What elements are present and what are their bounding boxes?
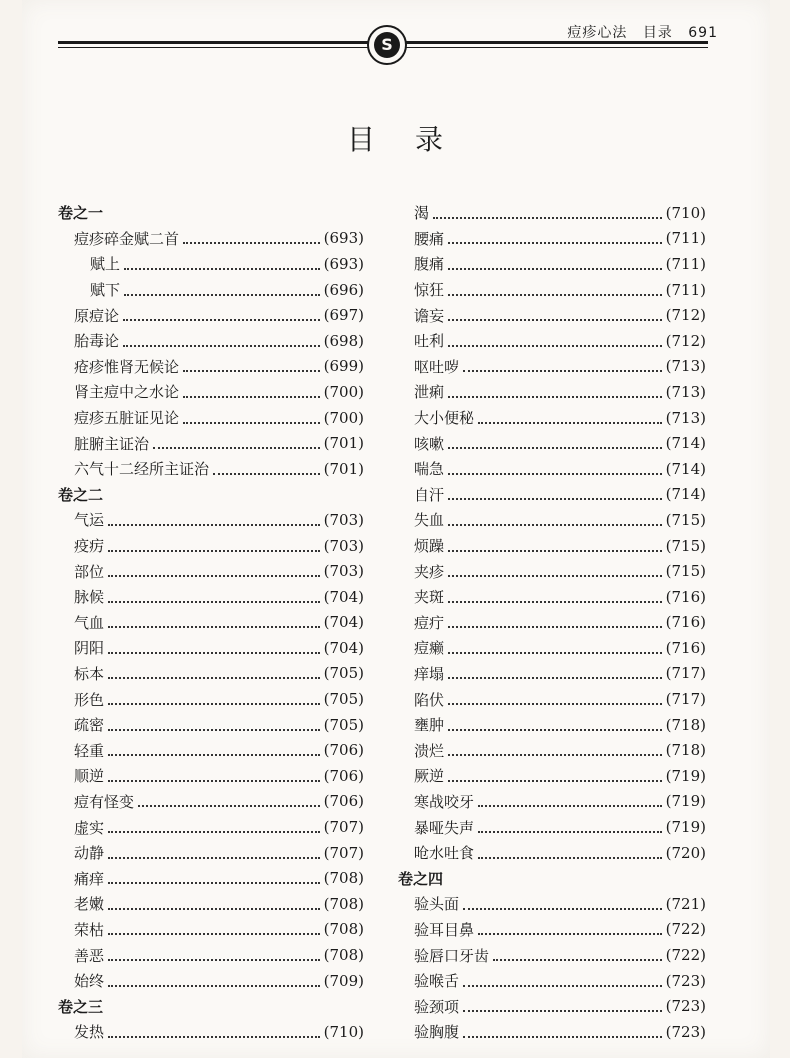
dot-leader <box>448 573 662 577</box>
dot-leader <box>108 931 320 935</box>
entry-page-number: (713) <box>665 382 706 401</box>
entry-page-number: (700) <box>323 408 364 427</box>
toc-entry <box>58 763 364 789</box>
entry-title: 烦躁 <box>414 537 445 556</box>
entry-page-number: (718) <box>665 741 706 760</box>
toc-entry <box>398 635 706 661</box>
dot-leader <box>108 1034 320 1038</box>
dot-leader <box>108 624 320 628</box>
entry-title: 善恶 <box>74 946 105 965</box>
toc-entry <box>58 712 364 738</box>
toc-entry <box>58 891 364 917</box>
dot-leader <box>448 599 662 603</box>
entry-page-number: (693) <box>323 229 364 248</box>
entry-title: 渴 <box>414 204 430 223</box>
toc-entry <box>398 610 706 636</box>
entry-page-number: (700) <box>323 382 364 401</box>
entry-title: 脉候 <box>74 588 105 607</box>
entry-title: 腰痛 <box>414 229 445 248</box>
toc-entry <box>398 507 706 533</box>
toc-entry <box>58 840 364 866</box>
entry-title: 呕吐哕 <box>414 357 460 376</box>
toc-entry <box>58 1019 364 1045</box>
entry-page-number: (708) <box>323 946 364 965</box>
entry-page-number: (705) <box>323 690 364 709</box>
toc-entry <box>398 584 706 610</box>
dot-leader <box>478 855 662 859</box>
entry-page-number: (717) <box>665 664 706 683</box>
entry-page-number: (708) <box>323 869 364 888</box>
emblem-letter: S <box>374 32 400 58</box>
entry-title: 痒塌 <box>414 664 445 683</box>
entry-page-number: (713) <box>665 357 706 376</box>
entry-title: 腹痛 <box>414 255 445 274</box>
toc-right-column <box>398 200 706 1045</box>
section-title: 卷之二 <box>58 485 104 504</box>
dot-leader <box>448 650 662 654</box>
dot-leader <box>448 266 662 270</box>
dot-leader <box>448 624 662 628</box>
book-title: 痘疹心法 <box>567 25 628 41</box>
entry-title: 验耳目鼻 <box>414 920 475 939</box>
toc-section-heading <box>58 200 364 226</box>
toc-entry <box>58 405 364 431</box>
entry-page-number: (712) <box>665 306 706 325</box>
toc-entry <box>398 993 706 1019</box>
entry-title: 肾主痘中之水论 <box>74 383 180 402</box>
dot-leader <box>108 983 320 987</box>
toc-entry <box>398 328 706 354</box>
toc-entry <box>58 430 364 456</box>
entry-page-number: (718) <box>665 715 706 734</box>
toc-entry <box>398 891 706 917</box>
entry-title: 虚实 <box>74 818 105 837</box>
entry-title: 寒战咬牙 <box>414 792 475 811</box>
entry-title: 夹疹 <box>414 562 445 581</box>
dot-leader <box>448 292 662 296</box>
toc-entry <box>58 635 364 661</box>
entry-page-number: (722) <box>665 920 706 939</box>
toc-entry <box>398 917 706 943</box>
toc-entry <box>398 840 706 866</box>
entry-page-number: (696) <box>323 280 364 299</box>
entry-title: 痘有怪变 <box>74 792 135 811</box>
entry-page-number: (707) <box>323 818 364 837</box>
dot-leader <box>108 829 320 833</box>
dot-leader <box>448 701 662 705</box>
entry-page-number: (719) <box>665 818 706 837</box>
entry-page-number: (723) <box>665 997 706 1016</box>
entry-page-number: (705) <box>323 715 364 734</box>
dot-leader <box>448 548 662 552</box>
toc-entry <box>58 379 364 405</box>
dot-leader <box>108 906 320 910</box>
dot-leader <box>108 957 320 961</box>
entry-page-number: (710) <box>665 203 706 222</box>
dot-leader <box>153 445 320 449</box>
dot-leader <box>124 292 320 296</box>
dot-leader <box>433 215 662 219</box>
dot-leader <box>448 240 662 244</box>
toc-entry <box>58 942 364 968</box>
toc-entry <box>58 789 364 815</box>
entry-title: 自汗 <box>414 485 445 504</box>
toc-section-heading <box>398 865 706 891</box>
toc-entry <box>398 533 706 559</box>
entry-title: 痘疔 <box>414 613 445 632</box>
toc-entry <box>398 942 706 968</box>
entry-page-number: (704) <box>323 613 364 632</box>
entry-page-number: (703) <box>323 562 364 581</box>
toc-entry <box>58 456 364 482</box>
dot-leader <box>124 266 320 270</box>
dot-leader <box>463 906 662 910</box>
section-title: 卷之一 <box>58 204 104 223</box>
toc-entry <box>58 226 364 252</box>
entry-title: 始终 <box>74 972 105 991</box>
dot-leader <box>448 752 662 756</box>
entry-page-number: (706) <box>323 741 364 760</box>
entry-title: 胎毒论 <box>74 332 120 351</box>
entry-page-number: (704) <box>323 638 364 657</box>
dot-leader <box>183 368 320 372</box>
dot-leader <box>123 317 320 321</box>
entry-title: 泄痢 <box>414 383 445 402</box>
entry-title: 溃烂 <box>414 741 445 760</box>
entry-page-number: (715) <box>665 536 706 555</box>
entry-page-number: (703) <box>323 510 364 529</box>
entry-title: 老嫩 <box>74 895 105 914</box>
entry-title: 轻重 <box>74 741 105 760</box>
entry-page-number: (712) <box>665 331 706 350</box>
toc-entry <box>398 763 706 789</box>
entry-page-number: (713) <box>665 408 706 427</box>
entry-title: 夹斑 <box>414 588 445 607</box>
dot-leader <box>448 675 662 679</box>
page-number: 691 <box>688 25 718 41</box>
dot-leader <box>108 573 320 577</box>
dot-leader <box>183 394 320 398</box>
toc-entry <box>398 1019 706 1045</box>
dot-leader <box>448 471 662 475</box>
entry-title: 验唇口牙齿 <box>414 946 490 965</box>
entry-title: 厥逆 <box>414 767 445 786</box>
entry-title: 荣枯 <box>74 920 105 939</box>
dot-leader <box>183 240 320 244</box>
dot-leader <box>478 829 662 833</box>
entry-page-number: (704) <box>323 587 364 606</box>
entry-page-number: (706) <box>323 766 364 785</box>
toc-entry <box>398 482 706 508</box>
page-title: 目录 <box>346 123 483 156</box>
toc-entry <box>398 354 706 380</box>
entry-title: 痘癞 <box>414 639 445 658</box>
dot-leader <box>138 803 320 807</box>
entry-title: 惊狂 <box>414 281 445 300</box>
section-title: 卷之三 <box>58 997 104 1016</box>
entry-title: 壅肿 <box>414 716 445 735</box>
dot-leader <box>448 496 662 500</box>
section-label: 目录 <box>642 25 673 41</box>
toc-entry <box>398 226 706 252</box>
dot-leader <box>108 701 320 705</box>
dot-leader <box>108 855 320 859</box>
entry-title: 疫疠 <box>74 537 105 556</box>
dot-leader <box>478 420 662 424</box>
entry-title: 阴阳 <box>74 639 105 658</box>
entry-page-number: (701) <box>323 434 364 453</box>
dot-leader <box>448 445 662 449</box>
dot-leader <box>108 675 320 679</box>
entry-title: 痘疹碎金赋二首 <box>74 229 180 248</box>
entry-page-number: (721) <box>665 894 706 913</box>
toc-entry <box>58 328 364 354</box>
entry-title: 谵妄 <box>414 306 445 325</box>
dot-leader <box>108 522 320 526</box>
toc-entry <box>398 251 706 277</box>
entry-page-number: (714) <box>665 485 706 504</box>
entry-title: 发热 <box>74 1023 105 1042</box>
toc-entry <box>58 584 364 610</box>
dot-leader <box>108 727 320 731</box>
entry-page-number: (707) <box>323 843 364 862</box>
entry-title: 陷伏 <box>414 690 445 709</box>
toc-entry <box>398 430 706 456</box>
toc-entry <box>58 917 364 943</box>
entry-page-number: (711) <box>665 229 706 248</box>
entry-page-number: (711) <box>665 280 706 299</box>
entry-page-number: (717) <box>665 690 706 709</box>
dot-leader <box>183 420 320 424</box>
dot-leader <box>448 778 662 782</box>
entry-page-number: (698) <box>323 331 364 350</box>
entry-title: 呛水吐食 <box>414 844 475 863</box>
toc-entry <box>398 737 706 763</box>
dot-leader <box>448 394 662 398</box>
entry-title: 动静 <box>74 844 105 863</box>
entry-page-number: (701) <box>323 459 364 478</box>
toc-entry <box>398 302 706 328</box>
section-title: 卷之四 <box>398 869 444 888</box>
entry-page-number: (714) <box>665 434 706 453</box>
dot-leader <box>108 650 320 654</box>
entry-title: 验头面 <box>414 895 460 914</box>
entry-page-number: (708) <box>323 920 364 939</box>
entry-title: 六气十二经所主证治 <box>74 460 210 479</box>
toc-entry <box>58 968 364 994</box>
toc-entry <box>398 379 706 405</box>
toc-subentry <box>58 251 364 277</box>
toc-entry <box>398 686 706 712</box>
entry-title: 标本 <box>74 664 105 683</box>
dot-leader <box>448 522 662 526</box>
entry-title: 验颈项 <box>414 997 460 1016</box>
entry-title: 失血 <box>414 511 445 530</box>
entry-page-number: (706) <box>323 792 364 811</box>
entry-title: 疏密 <box>74 716 105 735</box>
toc-section-heading <box>58 482 364 508</box>
toc-entry <box>58 507 364 533</box>
entry-title: 气血 <box>74 613 105 632</box>
entry-page-number: (711) <box>665 254 706 273</box>
running-head <box>557 22 718 42</box>
publisher-emblem-icon <box>367 25 407 65</box>
toc-entry <box>58 814 364 840</box>
entry-title: 验喉舌 <box>414 972 460 991</box>
entry-page-number: (708) <box>323 894 364 913</box>
toc-entry <box>398 661 706 687</box>
entry-title: 咳嗽 <box>414 434 445 453</box>
dot-leader <box>448 317 662 321</box>
toc-subentry <box>58 277 364 303</box>
dot-leader <box>108 778 320 782</box>
toc-entry <box>58 354 364 380</box>
entry-title: 大小便秘 <box>414 409 475 428</box>
dot-leader <box>493 957 662 961</box>
toc-entry <box>398 558 706 584</box>
dot-leader <box>108 599 320 603</box>
entry-title: 部位 <box>74 562 105 581</box>
entry-page-number: (705) <box>323 664 364 683</box>
entry-page-number: (716) <box>665 613 706 632</box>
entry-title: 脏腑主证治 <box>74 434 150 453</box>
entry-page-number: (714) <box>665 459 706 478</box>
entry-page-number: (716) <box>665 587 706 606</box>
entry-page-number: (723) <box>665 1022 706 1041</box>
entry-title: 痛痒 <box>74 869 105 888</box>
entry-title: 形色 <box>74 690 105 709</box>
toc-entry <box>398 405 706 431</box>
entry-page-number: (722) <box>665 946 706 965</box>
toc-entry <box>398 968 706 994</box>
toc-entry <box>58 737 364 763</box>
entry-page-number: (715) <box>665 562 706 581</box>
dot-leader <box>478 931 662 935</box>
dot-leader <box>463 1008 662 1012</box>
toc-entry <box>58 610 364 636</box>
dot-leader <box>478 803 662 807</box>
entry-page-number: (715) <box>665 510 706 529</box>
entry-title: 疮疹惟肾无候论 <box>74 357 180 376</box>
dot-leader <box>213 471 320 475</box>
entry-title: 原痘论 <box>74 306 120 325</box>
dot-leader <box>448 343 662 347</box>
toc-entry <box>398 277 706 303</box>
dot-leader <box>123 343 320 347</box>
dot-leader <box>463 983 662 987</box>
dot-leader <box>463 1034 662 1038</box>
dot-leader <box>448 727 662 731</box>
entry-page-number: (719) <box>665 792 706 811</box>
entry-page-number: (719) <box>665 766 706 785</box>
entry-title: 暴哑失声 <box>414 818 475 837</box>
entry-title: 验胸腹 <box>414 1023 460 1042</box>
entry-page-number: (709) <box>323 971 364 990</box>
toc-entry <box>58 302 364 328</box>
entry-title: 顺逆 <box>74 767 105 786</box>
entry-title: 气运 <box>74 511 105 530</box>
entry-page-number: (723) <box>665 971 706 990</box>
toc-entry <box>398 789 706 815</box>
toc-left-column <box>58 200 364 1045</box>
entry-page-number: (716) <box>665 638 706 657</box>
toc-entry <box>58 686 364 712</box>
entry-title: 吐利 <box>414 332 445 351</box>
entry-page-number: (697) <box>323 306 364 325</box>
toc-entry <box>398 712 706 738</box>
entry-page-number: (693) <box>323 254 364 273</box>
toc-entry <box>398 456 706 482</box>
toc-entry <box>58 865 364 891</box>
entry-page-number: (720) <box>665 843 706 862</box>
entry-page-number: (710) <box>323 1022 364 1041</box>
dot-leader <box>108 880 320 884</box>
toc-entry <box>58 533 364 559</box>
toc-section-heading <box>58 993 364 1019</box>
toc-entry <box>398 200 706 226</box>
dot-leader <box>108 548 320 552</box>
entry-title: 痘疹五脏证见论 <box>74 409 180 428</box>
entry-title: 喘急 <box>414 460 445 479</box>
toc-entry <box>398 814 706 840</box>
toc-entry <box>58 661 364 687</box>
dot-leader <box>463 368 662 372</box>
entry-title: 赋下 <box>90 281 121 300</box>
toc-entry <box>58 558 364 584</box>
entry-title: 赋上 <box>90 255 121 274</box>
entry-page-number: (703) <box>323 536 364 555</box>
entry-page-number: (699) <box>323 357 364 376</box>
dot-leader <box>108 752 320 756</box>
